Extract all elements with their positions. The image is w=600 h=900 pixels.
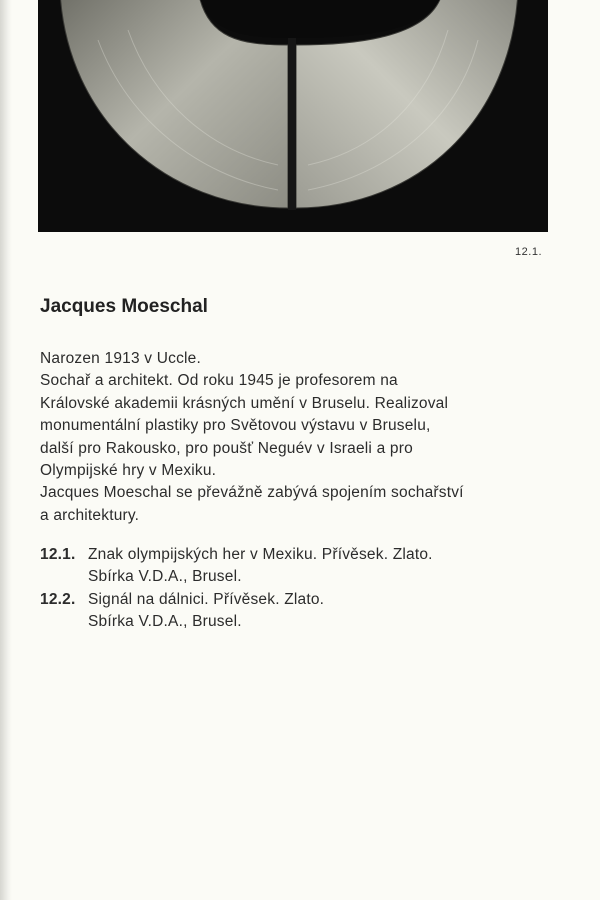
plate-title-line: Signál na dálnici. Přívěsek. Zlato. [88,590,325,608]
plate-title-line: Znak olympijských her v Mexiku. Přívěsek. Zlato. [88,546,433,563]
bio-line: monumentální plastiky pro Světovou výstavu v Bruselu, [40,417,431,435]
plate-list [40,544,560,634]
plate-description [88,589,324,634]
bio-line: Narozen 1913 v Uccle. [40,350,202,367]
figure-caption-number: 12.1. [515,246,542,258]
bio-line: Olympijské hry v Mexiku. [40,462,217,480]
bio-line: Královské akademii krásných umění v Bruselu. Realizoval [40,394,449,412]
plate-number: 12.1. [40,546,76,563]
plate-number: 12.2. [40,590,76,608]
author-heading: Jacques Moeschal [40,296,208,317]
bio-line: další pro Rakousko, pro poušť Neguév v Israeli a pro [40,439,413,457]
plate-collection-line: Sbírka V.D.A., Brusel. [88,613,242,631]
plate-collection-line: Sbírka V.D.A., Brusel. [88,568,242,586]
page-edge-shadow [0,0,12,900]
plate-description [88,544,433,589]
pendant-photograph [38,0,548,232]
bio-line: Jacques Moeschal se převážně zabývá spojením sochařství [40,484,464,502]
bio-line: Sochař a architekt. Od roku 1945 je profesorem na [40,372,398,390]
plate-item [40,589,560,634]
bio-line: a architektury. [40,506,140,524]
plate-item [40,544,560,589]
biography-text [40,348,560,527]
